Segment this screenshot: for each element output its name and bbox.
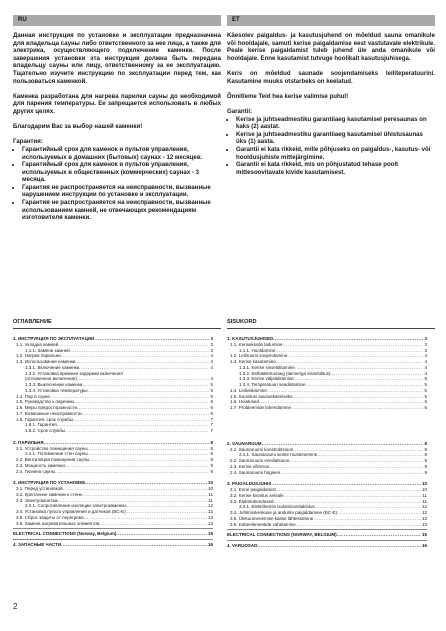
- language-tab-et: ET: [227, 15, 435, 26]
- intro-et: [227, 32, 435, 176]
- toc-entry-page: 10: [207, 486, 213, 491]
- toc-entry-page: 3: [424, 347, 427, 353]
- toc-entry-title: 2. SAUNARUUM: [227, 440, 262, 446]
- toc-entry-page: 11: [422, 498, 427, 504]
- toc-entry[interactable]: [227, 543, 427, 549]
- toc-entry-title: 1.5. Soovitusi saunaskäimiseks: [230, 393, 293, 399]
- toc-entry-page: 8: [210, 439, 213, 445]
- toc-leader-dots: [296, 522, 421, 528]
- page-number: 2: [13, 602, 18, 611]
- toc-separator: [227, 540, 427, 541]
- toc-entry-title: (отложенное включение): [25, 376, 77, 382]
- toc-entry[interactable]: [13, 542, 213, 548]
- toc-entry-title: 1.4. Leiliviskamine: [230, 387, 267, 393]
- toc-entry-page: 12: [207, 503, 213, 509]
- toc-entry-page: 3: [210, 336, 213, 341]
- toc-entry-title: 1. ИНСТРУКЦИЯ ПО ЭКСПЛУАТАЦИИ: [13, 336, 95, 341]
- toc-entry-page: 6: [210, 410, 213, 416]
- toc-entry[interactable]: [227, 522, 427, 528]
- toc-entry-title: 3.3.1. Elektrikerise isolatsioonitakistus: [239, 504, 315, 510]
- guarantee-item: • Гарантийный срок для каменок и пультов управления, используемых в общественных (коммерческих) саунах - 3 месяца.: [22, 161, 221, 184]
- toc-entry-page: 7: [210, 428, 213, 433]
- toc-entry-title: 3.1. Enne paigaldamist: [230, 487, 276, 492]
- toc-entry-page: 5: [424, 387, 427, 393]
- toc-entry-page: 13: [207, 520, 213, 526]
- divider: [13, 328, 221, 329]
- toc-entry-page: 9: [210, 462, 213, 468]
- toc-leader-dots: [55, 469, 209, 475]
- toc-entry-title: 1.3.2. Eelhäälestusaeg (taimeriga sisselülitus): [239, 370, 331, 376]
- toc-entry-page: 11: [208, 491, 213, 497]
- toc-entry-page: 5: [424, 393, 427, 399]
- thanks-line: Õnnitleme Teid hea kerise valimise puhul!: [227, 92, 349, 100]
- toc-ru: [13, 336, 213, 548]
- toc-entry-title: 3.2. Kerise kinnitus seinale: [230, 492, 284, 498]
- toc-entry[interactable]: [13, 428, 213, 434]
- toc-entry-title: 2.1.1. Saunaruumi seinte mustenemine: [239, 452, 318, 458]
- toc-entry-title: 1.6. Меры предосторожности: [16, 405, 78, 410]
- toc-entry-page: 16: [421, 543, 427, 548]
- toc-entry-page: 13: [421, 515, 427, 521]
- toc-entry-page: 15: [207, 531, 213, 537]
- toc-entry-page: 8: [424, 446, 427, 452]
- toc-entry-page: 3: [210, 341, 213, 347]
- toc-leader-dots: [65, 428, 209, 434]
- toc-entry-title: 3.4. Установка пульта управления и датчиков (BC-E): [16, 509, 126, 514]
- toc-entry-page: 8: [210, 445, 213, 451]
- guarantee-item: • Гарантийный срок для каменок и пультов управления, используемых в домашних (бытовых) саунах - 12 месяцев.: [22, 146, 221, 161]
- toc-leader-dots: [337, 532, 421, 538]
- intro-paragraph: Данная инструкция по установке и эксплуатации предназначена для владельца сауны либо ответственного за нее лица, а также для электрика, осуществляющего подключение каменки. После завершения установки эта инструкция должна быть передана владельцу сауны или лицу, ответственному за ее эксплуатацию. Тщательно изучите инструкцию по эксплуатации перед тем, как пользоваться каменкой.: [13, 32, 221, 85]
- toc-entry-title: 2.4. Гигиена сауны: [16, 468, 56, 474]
- toc-entry-page: 8: [424, 452, 427, 458]
- toc-entry-title: 2. ПАРИЛЬНЯ: [13, 439, 44, 445]
- toc-entry-title: 2.3. Мощность каменки: [16, 462, 65, 468]
- toc-leader-dots: [257, 543, 421, 549]
- toc-entry-page: 13: [421, 521, 427, 527]
- toc-entry-page: 11: [208, 497, 213, 503]
- toc-entry-page: 4: [210, 376, 213, 382]
- toc-entry-title: 1.5. Руководство к парению: [16, 399, 74, 405]
- toc-entry-title: 1.3. Kerise kasutamine: [230, 359, 276, 364]
- toc-separator: [227, 529, 427, 530]
- toc-entry-page: 5: [424, 382, 427, 387]
- toc-entry-title: 1.2. Leiliruumi soojendamine: [230, 353, 288, 359]
- toc-entry-page: 11: [422, 492, 427, 498]
- toc-entry-page: 9: [424, 463, 427, 469]
- toc-entry-title: 3.3. Электромонтаж: [16, 497, 58, 503]
- toc-entry[interactable]: [227, 470, 427, 476]
- toc-entry-page: 8: [424, 440, 427, 446]
- toc-entry-title: 2.2. Saunaruumi ventilatsioon: [230, 458, 290, 463]
- toc-entry-title: 2.1.1. Потемнение стен сауны: [25, 451, 88, 457]
- toc-entry-title: ELECTRICAL CONNECTIONS (Norway, Belgium): [13, 531, 117, 537]
- toc-entry-title: 1.3.2. Установка времени задержки включения: [25, 370, 123, 376]
- toc-entry-page: 10: [421, 481, 427, 487]
- toc-entry-title: 3.2. Крепление каменки к стене: [16, 491, 83, 497]
- toc-entry-page: 4: [424, 370, 427, 376]
- toc-entry-page: 16: [207, 542, 213, 547]
- toc-entry-page: 9: [424, 469, 427, 475]
- toc-entry-page: 12: [207, 509, 213, 514]
- toc-entry-title: 2.1. Saunaruumi konstruktsioon: [230, 446, 294, 452]
- toc-entry-title: 1.7. Probleemide lahendamine: [230, 405, 292, 410]
- toc-separator: [13, 539, 213, 540]
- toc-entry-title: 1.7. Возможные неисправности: [16, 410, 82, 416]
- toc-entry-page: 4: [210, 359, 213, 364]
- toc-et: [227, 336, 427, 549]
- toc-entry-title: 2.4. Saunaruumi hügieen: [230, 469, 281, 475]
- toc-entry-title: 1.3.3. Kerise väljalülitamine: [239, 376, 294, 382]
- guarantee-item: • Гарантия не распространяется на неисправности, вызванные нарушением инструкции по установке и эксплуатации.: [22, 184, 221, 199]
- toc-entry-title: 1.1.1. Замена камней: [25, 347, 70, 353]
- toc-leader-dots: [291, 405, 423, 411]
- toc-entry[interactable]: [227, 532, 427, 538]
- toc-entry-title: 1.3.3. Выключение каменки: [25, 382, 83, 387]
- toc-entry-page: 4: [424, 353, 427, 359]
- toc-entry-title: 2.3. Kerise võimsus: [230, 463, 270, 469]
- guarantee-item: • Гарантия не распространяется на неисправности, вызванные использованием камней, не отвечающих рекомендациям изготовителя каменки.: [22, 199, 221, 222]
- toc-entry-page: 9: [210, 457, 213, 462]
- toc-entry-page: 13: [207, 514, 213, 520]
- toc-entry-page: 5: [210, 393, 213, 399]
- toc-entry-title: 2.2. Вентиляция помещения сауны: [16, 457, 90, 462]
- toc-entry[interactable]: [13, 521, 213, 527]
- toc-entry-title: 3. ИНСТРУКЦИЯ ПО УСТАНОВКЕ: [13, 480, 86, 486]
- guarantee-item: • Garantii ei kata rikkeid, mille põhjuseks on paigaldus-, kasutus- või hooldusjuhiste mittejärgimine.: [236, 146, 435, 161]
- toc-entry-page: 6: [424, 405, 427, 410]
- toc-entry-page: 6: [210, 405, 213, 410]
- toc-entry-title: 1.1.1. Hooldamine: [239, 347, 276, 353]
- toc-entry-title: 3.6. Замена нагревательных элементов: [16, 520, 100, 526]
- toc-leader-dots: [61, 542, 207, 548]
- toc-entry-page: 15: [421, 532, 427, 538]
- toc-entry-page: 3: [424, 341, 427, 347]
- toc-entry-title: 1. KASUTUSJUHISED: [227, 336, 274, 341]
- toc-entry-title: 1.1. Укладка камней: [16, 341, 59, 347]
- intro-ru: [13, 32, 221, 222]
- toc-entry-page: 4: [210, 364, 213, 370]
- toc-entry-page: 12: [421, 510, 427, 515]
- toc-entry-page: 5: [424, 376, 427, 382]
- toc-entry-title: 3.5. Ülekuumenemise kaitse lähtestamine: [230, 515, 314, 521]
- toc-entry-title: 1.8.1. Гарантия: [25, 422, 57, 428]
- toc-leader-dots: [116, 531, 207, 537]
- toc-entry-page: 4: [424, 359, 427, 364]
- toc-leader-dots: [99, 521, 207, 527]
- toc-entry[interactable]: [13, 469, 213, 475]
- thanks-line: Благодарим Вас за выбор нашей каменки!: [13, 123, 143, 131]
- toc-title-ru: ОГЛАВЛЕНИЕ: [13, 319, 52, 325]
- guarantee-list: [13, 146, 221, 222]
- guarantee-item: • Kerise ja juhtseadmestiku garantiiaeg kasutamisel ühistusaunas üks (1) aasta.: [236, 131, 435, 146]
- toc-entry-page: 9: [424, 458, 427, 463]
- guarantee-item: • Kerise ja juhtseadmestiku garantiiaeg kasutamisel peresaunas on kaks (2) aastat.: [236, 116, 435, 131]
- toc-entry-title: 3.1. Перед установкой: [16, 486, 63, 491]
- intro-paragraph: Каменка разработана для нагрева парилки сауны до необходимой для парения температуры. Ее запрещается использовать в любых других целях.: [13, 92, 221, 115]
- toc-entry-page: 12: [421, 504, 427, 510]
- toc-entry-page: 6: [210, 399, 213, 405]
- toc-separator: [13, 528, 213, 529]
- toc-entry-page: 6: [424, 399, 427, 405]
- toc-entry-title: 1.3.4. Temperatuuri seadistamine: [239, 382, 306, 387]
- toc-entry-title: 4. VARUOSAD: [227, 543, 258, 548]
- toc-entry-title: 1.3.4. Установка температуры: [25, 387, 88, 393]
- toc-entry-page: 9: [210, 468, 213, 474]
- toc-entry-title: ELECTRICAL CONNECTIONS (NORWAY, BELGIUM): [227, 532, 337, 538]
- toc-entry-title: 2.1. Устройство помещения сауны: [16, 445, 88, 451]
- guarantee-item: • Garantii ei kata rikkeid, mis on põhjustatud tehase poolt mittesoovitavate kivide kasutamisest.: [236, 161, 435, 176]
- toc-entry-page: 5: [210, 387, 213, 393]
- toc-entry-page: 10: [421, 487, 427, 492]
- toc-entry-title: 1.3. Использование каменки: [16, 359, 76, 364]
- toc-entry-title: 3. PAIGALDUSJUHIS: [227, 481, 272, 487]
- toc-entry-title: 1.8.2. Срок службы: [25, 428, 66, 433]
- toc-entry-title: 3.4. Juhtimiskeskuse ja andurite paigaldamine (BC-E): [230, 510, 338, 515]
- toc-entry-title: 4. ЗАПАСНЫЕ ЧАСТИ: [13, 542, 61, 547]
- toc-entry-title: 1.2. Нагрев парильни: [16, 353, 61, 359]
- guarantee-title: Garantii:: [227, 107, 253, 115]
- toc-entry-page: 7: [210, 422, 213, 428]
- toc-entry-title: 3.6. Kütteelementide vahetamine: [230, 521, 296, 527]
- toc-entry-page: 10: [207, 480, 213, 486]
- toc-entry-title: 3.5. Сброс защиты от перегрева: [16, 514, 84, 520]
- toc-entry-title: 1.4. Пар в сауне: [16, 393, 50, 399]
- toc-entry-title: 1.8. Гарантия, срок службы: [16, 416, 73, 422]
- toc-entry-page: 4: [210, 353, 213, 359]
- toc-entry-page: 4: [424, 364, 427, 370]
- language-tab-ru: RU: [13, 15, 221, 26]
- toc-entry[interactable]: [13, 531, 213, 537]
- toc-entry-title: 1.6. Hoiatused: [230, 399, 260, 405]
- toc-entry-title: 1.3.1. Kerise sisselülitamine: [239, 364, 295, 370]
- toc-entry-title: 1.1. Kerisekivide ladumine: [230, 341, 283, 347]
- divider: [227, 328, 435, 329]
- guarantee-list: [227, 116, 435, 177]
- intro-paragraph: Käesolev paigaldus- ja kasutusjuhend on mõeldud sauna omanikule või hooldajale, samuti kerise paigaldamise eest vastutavale elektrikule. Peale kerise paigaldamist tuleb juhend üle anda omanikule või hooldajale. Enne kasutamist tutvuge hoolikalt kasutusjuhisega.: [227, 32, 435, 62]
- guarantee-title: Гарантия:: [13, 138, 43, 146]
- toc-entry-title: 3.3. Elektriühendused: [230, 498, 274, 504]
- intro-paragraph: Keris on mõeldud saunade soojendamiseks leiliteperatuurini. Kasutamine muuks otstarbeks on keelatud.: [227, 69, 435, 85]
- toc-entry-page: 5: [210, 382, 213, 387]
- toc-entry[interactable]: [227, 405, 427, 411]
- toc-title-et: SISUKORD: [227, 319, 257, 325]
- toc-entry-title: 3.3.1. Сопротивление изоляции электрокаменки: [25, 503, 126, 509]
- toc-leader-dots: [280, 470, 423, 476]
- toc-entry-page: 8: [210, 451, 213, 457]
- toc-entry-page: 7: [210, 416, 213, 422]
- toc-entry-page: 3: [210, 347, 213, 353]
- toc-entry-page: 3: [424, 336, 427, 341]
- toc-entry-title: 1.3.1. Включение каменки: [25, 364, 80, 370]
